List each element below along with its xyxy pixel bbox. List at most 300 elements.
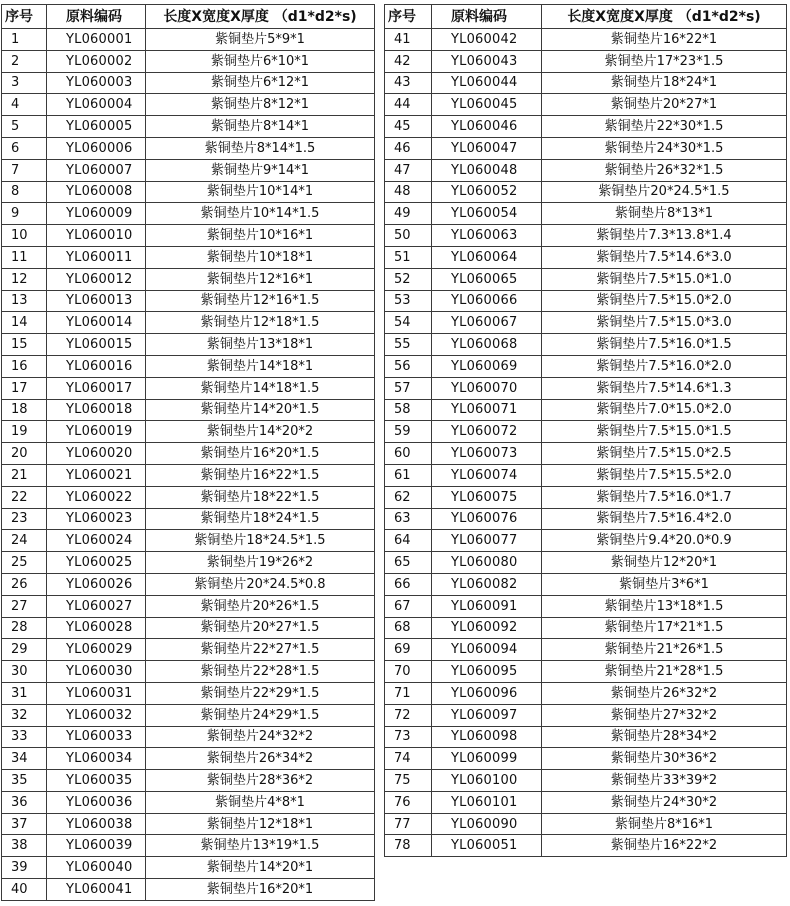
serial-number-cell: 65 bbox=[385, 552, 432, 574]
material-code-cell: YL060054 bbox=[432, 203, 542, 225]
table-row bbox=[2, 246, 375, 268]
material-code-cell: YL060046 bbox=[432, 116, 542, 138]
dimensions-cell: 紫铜垫片7.5*15.0*2.0 bbox=[542, 290, 787, 312]
material-code-cell: YL060024 bbox=[47, 530, 146, 552]
dimensions-cell: 紫铜垫片18*22*1.5 bbox=[146, 486, 375, 508]
material-code-cell: YL060070 bbox=[432, 377, 542, 399]
table-row bbox=[2, 682, 375, 704]
material-code-cell: YL060101 bbox=[432, 791, 542, 813]
table-row bbox=[385, 617, 787, 639]
serial-number-cell: 13 bbox=[2, 290, 47, 312]
dimensions-cell: 紫铜垫片16*22*2 bbox=[542, 835, 787, 857]
table-header-row bbox=[385, 5, 787, 29]
material-code-cell: YL060043 bbox=[432, 50, 542, 72]
material-code-cell: YL060021 bbox=[47, 464, 146, 486]
serial-number-cell: 61 bbox=[385, 464, 432, 486]
serial-number-cell: 27 bbox=[2, 595, 47, 617]
dimensions-cell: 紫铜垫片20*27*1 bbox=[542, 94, 787, 116]
table-row bbox=[385, 29, 787, 51]
dimensions-cell: 紫铜垫片8*14*1.5 bbox=[146, 137, 375, 159]
serial-number-cell: 32 bbox=[2, 704, 47, 726]
dimensions-cell: 紫铜垫片7.5*15.0*1.0 bbox=[542, 268, 787, 290]
serial-number-cell: 46 bbox=[385, 137, 432, 159]
serial-number-cell: 39 bbox=[2, 857, 47, 879]
serial-number-cell: 63 bbox=[385, 508, 432, 530]
material-code-cell: YL060075 bbox=[432, 486, 542, 508]
serial-number-cell: 47 bbox=[385, 159, 432, 181]
dimensions-cell: 紫铜垫片12*18*1 bbox=[146, 813, 375, 835]
table-row bbox=[2, 29, 375, 51]
dimensions-cell: 紫铜垫片5*9*1 bbox=[146, 29, 375, 51]
material-code-cell: YL060019 bbox=[47, 421, 146, 443]
header-serial-number: 序号 bbox=[385, 5, 432, 29]
material-code-cell: YL060045 bbox=[432, 94, 542, 116]
dimensions-cell: 紫铜垫片7.5*16.0*1.7 bbox=[542, 486, 787, 508]
table-row bbox=[2, 443, 375, 465]
dimensions-cell: 紫铜垫片21*26*1.5 bbox=[542, 639, 787, 661]
material-code-cell: YL060072 bbox=[432, 421, 542, 443]
dimensions-cell: 紫铜垫片20*24.5*0.8 bbox=[146, 573, 375, 595]
dimensions-cell: 紫铜垫片7.5*14.6*3.0 bbox=[542, 246, 787, 268]
material-code-cell: YL060039 bbox=[47, 835, 146, 857]
material-code-cell: YL060071 bbox=[432, 399, 542, 421]
serial-number-cell: 12 bbox=[2, 268, 47, 290]
table-row bbox=[385, 421, 787, 443]
material-code-cell: YL060020 bbox=[47, 443, 146, 465]
serial-number-cell: 45 bbox=[385, 116, 432, 138]
dimensions-cell: 紫铜垫片20*27*1.5 bbox=[146, 617, 375, 639]
dimensions-cell: 紫铜垫片7.5*15.0*3.0 bbox=[542, 312, 787, 334]
serial-number-cell: 4 bbox=[2, 94, 47, 116]
serial-number-cell: 37 bbox=[2, 813, 47, 835]
table-row bbox=[2, 813, 375, 835]
dimensions-cell: 紫铜垫片17*23*1.5 bbox=[542, 50, 787, 72]
table-row bbox=[385, 639, 787, 661]
serial-number-cell: 75 bbox=[385, 770, 432, 792]
material-code-cell: YL060014 bbox=[47, 312, 146, 334]
serial-number-cell: 36 bbox=[2, 791, 47, 813]
dimensions-cell: 紫铜垫片24*30*1.5 bbox=[542, 137, 787, 159]
serial-number-cell: 55 bbox=[385, 334, 432, 356]
gasket-table-right bbox=[384, 4, 787, 857]
serial-number-cell: 7 bbox=[2, 159, 47, 181]
table-row bbox=[2, 748, 375, 770]
dimensions-cell: 紫铜垫片33*39*2 bbox=[542, 770, 787, 792]
dimensions-cell: 紫铜垫片20*24.5*1.5 bbox=[542, 181, 787, 203]
dimensions-cell: 紫铜垫片13*19*1.5 bbox=[146, 835, 375, 857]
dimensions-cell: 紫铜垫片7.5*16.0*2.0 bbox=[542, 355, 787, 377]
material-code-cell: YL060100 bbox=[432, 770, 542, 792]
material-code-cell: YL060035 bbox=[47, 770, 146, 792]
dimensions-cell: 紫铜垫片16*20*1.5 bbox=[146, 443, 375, 465]
material-code-cell: YL060042 bbox=[432, 29, 542, 51]
table-row bbox=[385, 813, 787, 835]
header-material-code: 原料编码 bbox=[432, 5, 542, 29]
serial-number-cell: 35 bbox=[2, 770, 47, 792]
dimensions-cell: 紫铜垫片14*18*1.5 bbox=[146, 377, 375, 399]
material-code-cell: YL060009 bbox=[47, 203, 146, 225]
table-row bbox=[2, 639, 375, 661]
dimensions-cell: 紫铜垫片6*10*1 bbox=[146, 50, 375, 72]
header-dimensions: 长度X宽度X厚度 （d1*d2*s) bbox=[146, 5, 375, 29]
table-row bbox=[385, 399, 787, 421]
dimensions-cell: 紫铜垫片16*20*1 bbox=[146, 879, 375, 901]
table-row bbox=[385, 225, 787, 247]
dimensions-cell: 紫铜垫片20*26*1.5 bbox=[146, 595, 375, 617]
serial-number-cell: 70 bbox=[385, 661, 432, 683]
serial-number-cell: 24 bbox=[2, 530, 47, 552]
material-code-cell: YL060038 bbox=[47, 813, 146, 835]
table-row bbox=[2, 377, 375, 399]
material-code-cell: YL060064 bbox=[432, 246, 542, 268]
dimensions-cell: 紫铜垫片4*8*1 bbox=[146, 791, 375, 813]
material-code-cell: YL060017 bbox=[47, 377, 146, 399]
table-row bbox=[385, 181, 787, 203]
serial-number-cell: 41 bbox=[385, 29, 432, 51]
material-code-cell: YL060031 bbox=[47, 682, 146, 704]
material-code-cell: YL060027 bbox=[47, 595, 146, 617]
material-code-cell: YL060095 bbox=[432, 661, 542, 683]
material-code-cell: YL060090 bbox=[432, 813, 542, 835]
material-code-cell: YL060063 bbox=[432, 225, 542, 247]
dimensions-cell: 紫铜垫片9*14*1 bbox=[146, 159, 375, 181]
dimensions-cell: 紫铜垫片28*34*2 bbox=[542, 726, 787, 748]
dimensions-cell: 紫铜垫片24*32*2 bbox=[146, 726, 375, 748]
serial-number-cell: 64 bbox=[385, 530, 432, 552]
table-row bbox=[2, 421, 375, 443]
dimensions-cell: 紫铜垫片30*36*2 bbox=[542, 748, 787, 770]
dimensions-cell: 紫铜垫片8*14*1 bbox=[146, 116, 375, 138]
serial-number-cell: 29 bbox=[2, 639, 47, 661]
serial-number-cell: 2 bbox=[2, 50, 47, 72]
table-row bbox=[385, 573, 787, 595]
table-row bbox=[385, 246, 787, 268]
material-code-cell: YL060099 bbox=[432, 748, 542, 770]
material-code-cell: YL060003 bbox=[47, 72, 146, 94]
serial-number-cell: 73 bbox=[385, 726, 432, 748]
dimensions-cell: 紫铜垫片7.5*14.6*1.3 bbox=[542, 377, 787, 399]
dimensions-cell: 紫铜垫片18*24*1 bbox=[542, 72, 787, 94]
table-row bbox=[2, 94, 375, 116]
material-code-cell: YL060006 bbox=[47, 137, 146, 159]
serial-number-cell: 26 bbox=[2, 573, 47, 595]
dimensions-cell: 紫铜垫片16*22*1.5 bbox=[146, 464, 375, 486]
table-row bbox=[2, 486, 375, 508]
material-code-cell: YL060041 bbox=[47, 879, 146, 901]
table-row bbox=[385, 334, 787, 356]
material-code-cell: YL060005 bbox=[47, 116, 146, 138]
dimensions-cell: 紫铜垫片14*18*1 bbox=[146, 355, 375, 377]
dimensions-cell: 紫铜垫片24*30*2 bbox=[542, 791, 787, 813]
serial-number-cell: 49 bbox=[385, 203, 432, 225]
table-header-row bbox=[2, 5, 375, 29]
material-code-cell: YL060018 bbox=[47, 399, 146, 421]
serial-number-cell: 18 bbox=[2, 399, 47, 421]
table-row bbox=[2, 770, 375, 792]
material-code-cell: YL060069 bbox=[432, 355, 542, 377]
dimensions-cell: 紫铜垫片24*29*1.5 bbox=[146, 704, 375, 726]
table-row bbox=[2, 530, 375, 552]
material-code-cell: YL060048 bbox=[432, 159, 542, 181]
table-row bbox=[2, 268, 375, 290]
gasket-table-left bbox=[1, 4, 375, 901]
serial-number-cell: 58 bbox=[385, 399, 432, 421]
table-row bbox=[2, 617, 375, 639]
dimensions-cell: 紫铜垫片27*32*2 bbox=[542, 704, 787, 726]
dimensions-cell: 紫铜垫片26*32*2 bbox=[542, 682, 787, 704]
serial-number-cell: 21 bbox=[2, 464, 47, 486]
serial-number-cell: 52 bbox=[385, 268, 432, 290]
table-row bbox=[385, 116, 787, 138]
material-code-cell: YL060030 bbox=[47, 661, 146, 683]
dimensions-cell: 紫铜垫片8*13*1 bbox=[542, 203, 787, 225]
dimensions-cell: 紫铜垫片26*34*2 bbox=[146, 748, 375, 770]
serial-number-cell: 50 bbox=[385, 225, 432, 247]
material-code-cell: YL060052 bbox=[432, 181, 542, 203]
serial-number-cell: 48 bbox=[385, 181, 432, 203]
material-code-cell: YL060076 bbox=[432, 508, 542, 530]
material-code-cell: YL060034 bbox=[47, 748, 146, 770]
table-row bbox=[385, 835, 787, 857]
dimensions-cell: 紫铜垫片12*18*1.5 bbox=[146, 312, 375, 334]
table-row bbox=[385, 137, 787, 159]
dimensions-cell: 紫铜垫片7.5*16.0*1.5 bbox=[542, 334, 787, 356]
material-code-cell: YL060013 bbox=[47, 290, 146, 312]
serial-number-cell: 3 bbox=[2, 72, 47, 94]
material-code-cell: YL060025 bbox=[47, 552, 146, 574]
material-code-cell: YL060066 bbox=[432, 290, 542, 312]
serial-number-cell: 51 bbox=[385, 246, 432, 268]
table-row bbox=[385, 770, 787, 792]
serial-number-cell: 19 bbox=[2, 421, 47, 443]
serial-number-cell: 76 bbox=[385, 791, 432, 813]
serial-number-cell: 31 bbox=[2, 682, 47, 704]
dimensions-cell: 紫铜垫片16*22*1 bbox=[542, 29, 787, 51]
serial-number-cell: 40 bbox=[2, 879, 47, 901]
table-row bbox=[2, 181, 375, 203]
serial-number-cell: 9 bbox=[2, 203, 47, 225]
serial-number-cell: 1 bbox=[2, 29, 47, 51]
dimensions-cell: 紫铜垫片28*36*2 bbox=[146, 770, 375, 792]
serial-number-cell: 56 bbox=[385, 355, 432, 377]
table-row bbox=[385, 94, 787, 116]
material-code-cell: YL060033 bbox=[47, 726, 146, 748]
dimensions-cell: 紫铜垫片7.5*15.5*2.0 bbox=[542, 464, 787, 486]
dimensions-cell: 紫铜垫片10*18*1 bbox=[146, 246, 375, 268]
dimensions-cell: 紫铜垫片13*18*1 bbox=[146, 334, 375, 356]
table-row bbox=[2, 334, 375, 356]
table-row bbox=[2, 312, 375, 334]
serial-number-cell: 43 bbox=[385, 72, 432, 94]
material-code-cell: YL060007 bbox=[47, 159, 146, 181]
dimensions-cell: 紫铜垫片6*12*1 bbox=[146, 72, 375, 94]
table-row bbox=[2, 355, 375, 377]
serial-number-cell: 59 bbox=[385, 421, 432, 443]
material-code-cell: YL060008 bbox=[47, 181, 146, 203]
dimensions-cell: 紫铜垫片10*14*1.5 bbox=[146, 203, 375, 225]
serial-number-cell: 33 bbox=[2, 726, 47, 748]
table-row bbox=[385, 748, 787, 770]
dimensions-cell: 紫铜垫片8*16*1 bbox=[542, 813, 787, 835]
material-code-cell: YL060082 bbox=[432, 573, 542, 595]
dimensions-cell: 紫铜垫片14*20*1.5 bbox=[146, 399, 375, 421]
material-code-cell: YL060011 bbox=[47, 246, 146, 268]
table-row bbox=[2, 879, 375, 901]
material-code-cell: YL060065 bbox=[432, 268, 542, 290]
table-row bbox=[2, 857, 375, 879]
serial-number-cell: 67 bbox=[385, 595, 432, 617]
serial-number-cell: 8 bbox=[2, 181, 47, 203]
serial-number-cell: 53 bbox=[385, 290, 432, 312]
serial-number-cell: 22 bbox=[2, 486, 47, 508]
table-row bbox=[2, 399, 375, 421]
table-row bbox=[385, 443, 787, 465]
serial-number-cell: 20 bbox=[2, 443, 47, 465]
serial-number-cell: 54 bbox=[385, 312, 432, 334]
material-code-cell: YL060067 bbox=[432, 312, 542, 334]
table-body-left bbox=[2, 29, 375, 901]
dimensions-cell: 紫铜垫片21*28*1.5 bbox=[542, 661, 787, 683]
table-row bbox=[2, 290, 375, 312]
serial-number-cell: 15 bbox=[2, 334, 47, 356]
serial-number-cell: 72 bbox=[385, 704, 432, 726]
dimensions-cell: 紫铜垫片18*24.5*1.5 bbox=[146, 530, 375, 552]
serial-number-cell: 78 bbox=[385, 835, 432, 857]
serial-number-cell: 69 bbox=[385, 639, 432, 661]
material-code-cell: YL060036 bbox=[47, 791, 146, 813]
table-row bbox=[385, 595, 787, 617]
table-row bbox=[2, 573, 375, 595]
serial-number-cell: 34 bbox=[2, 748, 47, 770]
dimensions-cell: 紫铜垫片18*24*1.5 bbox=[146, 508, 375, 530]
material-code-cell: YL060044 bbox=[432, 72, 542, 94]
serial-number-cell: 6 bbox=[2, 137, 47, 159]
serial-number-cell: 16 bbox=[2, 355, 47, 377]
serial-number-cell: 42 bbox=[385, 50, 432, 72]
table-row bbox=[2, 116, 375, 138]
header-dimensions: 长度X宽度X厚度 （d1*d2*s) bbox=[542, 5, 787, 29]
dimensions-cell: 紫铜垫片14*20*2 bbox=[146, 421, 375, 443]
material-code-cell: YL060098 bbox=[432, 726, 542, 748]
material-code-cell: YL060092 bbox=[432, 617, 542, 639]
serial-number-cell: 57 bbox=[385, 377, 432, 399]
serial-number-cell: 5 bbox=[2, 116, 47, 138]
dimensions-cell: 紫铜垫片8*12*1 bbox=[146, 94, 375, 116]
dimensions-cell: 紫铜垫片26*32*1.5 bbox=[542, 159, 787, 181]
serial-number-cell: 28 bbox=[2, 617, 47, 639]
serial-number-cell: 71 bbox=[385, 682, 432, 704]
material-code-cell: YL060047 bbox=[432, 137, 542, 159]
material-code-cell: YL060028 bbox=[47, 617, 146, 639]
serial-number-cell: 10 bbox=[2, 225, 47, 247]
table-row bbox=[2, 704, 375, 726]
material-code-cell: YL060002 bbox=[47, 50, 146, 72]
serial-number-cell: 60 bbox=[385, 443, 432, 465]
material-code-cell: YL060051 bbox=[432, 835, 542, 857]
dimensions-cell: 紫铜垫片22*29*1.5 bbox=[146, 682, 375, 704]
table-row bbox=[385, 661, 787, 683]
table-row bbox=[2, 137, 375, 159]
material-code-cell: YL060068 bbox=[432, 334, 542, 356]
table-row bbox=[2, 159, 375, 181]
table-row bbox=[385, 682, 787, 704]
serial-number-cell: 68 bbox=[385, 617, 432, 639]
dimensions-cell: 紫铜垫片10*16*1 bbox=[146, 225, 375, 247]
dimensions-cell: 紫铜垫片13*18*1.5 bbox=[542, 595, 787, 617]
material-code-cell: YL060012 bbox=[47, 268, 146, 290]
material-code-cell: YL060010 bbox=[47, 225, 146, 247]
material-code-cell: YL060094 bbox=[432, 639, 542, 661]
table-row bbox=[2, 835, 375, 857]
table-body-right bbox=[385, 29, 787, 857]
material-code-cell: YL060096 bbox=[432, 682, 542, 704]
serial-number-cell: 17 bbox=[2, 377, 47, 399]
material-code-cell: YL060032 bbox=[47, 704, 146, 726]
material-code-cell: YL060080 bbox=[432, 552, 542, 574]
table-row bbox=[385, 355, 787, 377]
table-row bbox=[2, 203, 375, 225]
material-code-cell: YL060077 bbox=[432, 530, 542, 552]
dimensions-cell: 紫铜垫片22*28*1.5 bbox=[146, 661, 375, 683]
table-row bbox=[2, 508, 375, 530]
table-row bbox=[385, 530, 787, 552]
material-code-cell: YL060004 bbox=[47, 94, 146, 116]
material-code-cell: YL060001 bbox=[47, 29, 146, 51]
table-row bbox=[385, 508, 787, 530]
table-row bbox=[385, 203, 787, 225]
header-serial-number: 序号 bbox=[2, 5, 47, 29]
table-row bbox=[2, 225, 375, 247]
table-row bbox=[385, 704, 787, 726]
table-row bbox=[2, 661, 375, 683]
dimensions-cell: 紫铜垫片17*21*1.5 bbox=[542, 617, 787, 639]
dimensions-cell: 紫铜垫片14*20*1 bbox=[146, 857, 375, 879]
table-row bbox=[2, 552, 375, 574]
dimensions-cell: 紫铜垫片7.3*13.8*1.4 bbox=[542, 225, 787, 247]
serial-number-cell: 25 bbox=[2, 552, 47, 574]
table-row bbox=[385, 791, 787, 813]
table-row bbox=[2, 72, 375, 94]
serial-number-cell: 38 bbox=[2, 835, 47, 857]
dimensions-cell: 紫铜垫片19*26*2 bbox=[146, 552, 375, 574]
dimensions-cell: 紫铜垫片7.0*15.0*2.0 bbox=[542, 399, 787, 421]
dimensions-cell: 紫铜垫片12*16*1.5 bbox=[146, 290, 375, 312]
header-material-code: 原料编码 bbox=[47, 5, 146, 29]
dimensions-cell: 紫铜垫片7.5*15.0*1.5 bbox=[542, 421, 787, 443]
material-code-cell: YL060091 bbox=[432, 595, 542, 617]
dimensions-cell: 紫铜垫片7.5*15.0*2.5 bbox=[542, 443, 787, 465]
material-code-cell: YL060073 bbox=[432, 443, 542, 465]
table-row bbox=[2, 726, 375, 748]
dimensions-cell: 紫铜垫片22*30*1.5 bbox=[542, 116, 787, 138]
table-row bbox=[385, 50, 787, 72]
serial-number-cell: 66 bbox=[385, 573, 432, 595]
table-row bbox=[385, 464, 787, 486]
serial-number-cell: 74 bbox=[385, 748, 432, 770]
table-row bbox=[385, 726, 787, 748]
material-code-cell: YL060040 bbox=[47, 857, 146, 879]
material-code-cell: YL060026 bbox=[47, 573, 146, 595]
table-row bbox=[2, 464, 375, 486]
dimensions-cell: 紫铜垫片22*27*1.5 bbox=[146, 639, 375, 661]
table-row bbox=[385, 552, 787, 574]
table-row bbox=[385, 486, 787, 508]
material-code-cell: YL060029 bbox=[47, 639, 146, 661]
material-code-cell: YL060016 bbox=[47, 355, 146, 377]
table-row bbox=[385, 72, 787, 94]
table-row bbox=[2, 50, 375, 72]
dimensions-cell: 紫铜垫片10*14*1 bbox=[146, 181, 375, 203]
